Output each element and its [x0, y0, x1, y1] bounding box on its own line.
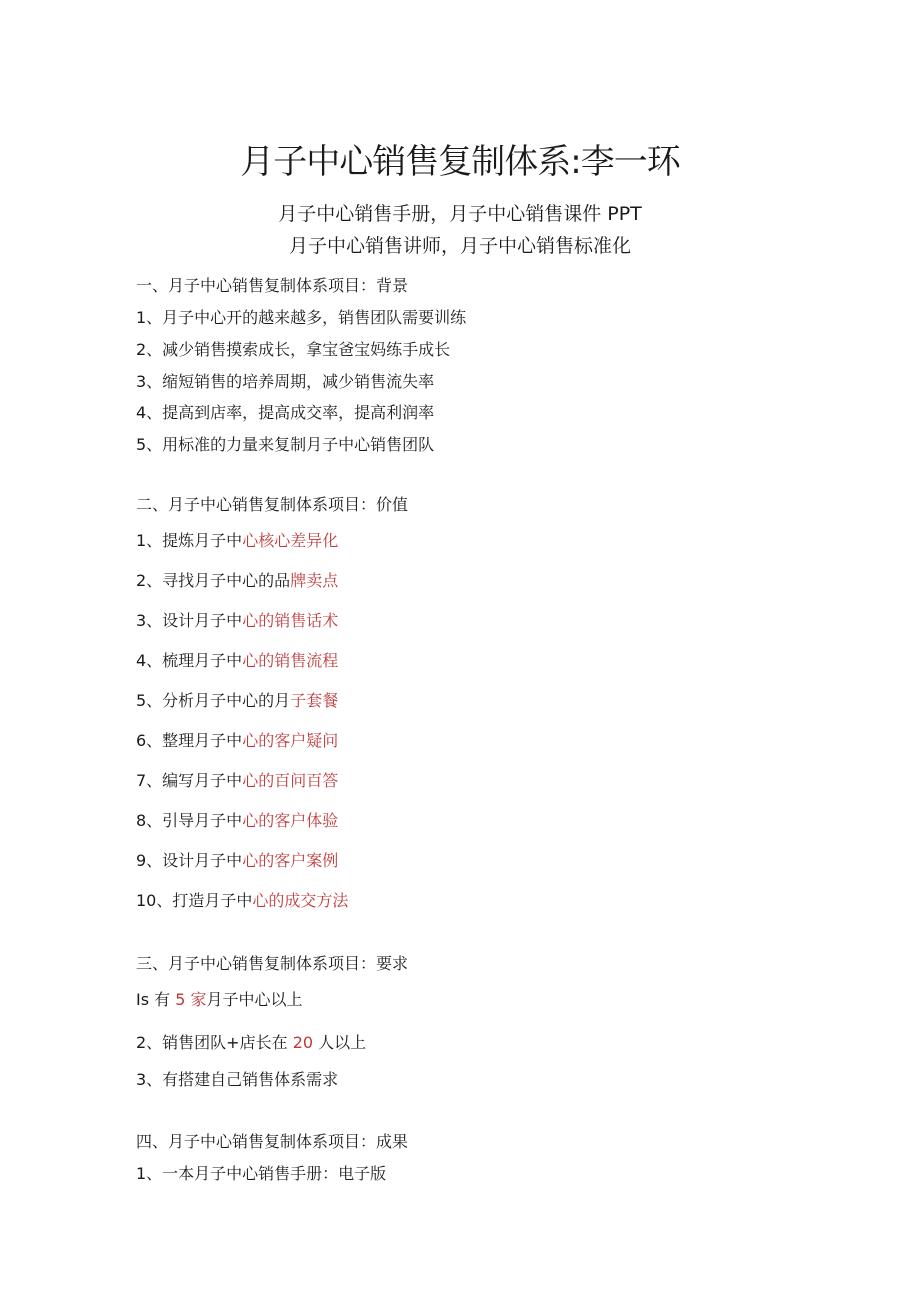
item-text: 月子中心以上 — [206, 990, 303, 1009]
subtitle-line-1: 月子中心销售手册，月子中心销售课件 PPT — [278, 203, 642, 225]
highlighted-text: 心的销售话术 — [242, 611, 339, 630]
item-text: 1、提炼月子中 — [136, 531, 243, 550]
list-item — [136, 729, 338, 753]
highlighted-text: 心的百问百答 — [242, 771, 339, 790]
item-text: 6、整理月子中 — [136, 731, 243, 750]
item-text: Is 有 — [136, 990, 176, 1009]
item-text: 人以上 — [313, 1033, 367, 1052]
highlighted-text: 心的客户体验 — [242, 811, 339, 830]
list-item — [136, 609, 338, 633]
page-title: 月子中心销售复制体系:李一环 — [240, 142, 680, 182]
list-item — [136, 849, 338, 873]
highlighted-text: 心核心差异化 — [242, 531, 339, 550]
item-text: 2、寻找月子中心的品 — [136, 571, 291, 590]
highlighted-text: 20 — [292, 1033, 314, 1052]
highlighted-text: 心的客户疑问 — [242, 731, 339, 750]
list-item: 3、有搭建自己销售体系需求 — [136, 1070, 339, 1089]
item-text: 9、设计月子中 — [136, 851, 243, 870]
list-item — [136, 988, 303, 1012]
item-text: 10、打造月子中 — [136, 891, 253, 910]
item-text: 8、引导月子中 — [136, 811, 243, 830]
section-heading-results: 四、月子中心销售复制体系项目：成果 — [136, 1132, 409, 1151]
list-item — [136, 649, 338, 673]
highlighted-text: 牌卖点 — [290, 571, 339, 590]
list-item: 2、减少销售摸索成长，拿宝爸宝妈练手成长 — [136, 340, 451, 359]
section-heading-background: 一、月子中心销售复制体系项目：背景 — [136, 276, 409, 295]
item-text: 5、分析月子中心的月 — [136, 691, 291, 710]
section-heading-requirements: 三、月子中心销售复制体系项目：要求 — [136, 954, 409, 973]
list-item — [136, 569, 338, 593]
subtitle-line-2: 月子中心销售讲师，月子中心销售标准化 — [288, 235, 631, 257]
highlighted-text: 心的成交方法 — [252, 891, 349, 910]
item-text: 2、销售团队+店长在 — [136, 1033, 293, 1052]
list-item — [136, 809, 338, 833]
highlighted-text: 心的销售流程 — [242, 651, 339, 670]
highlighted-text: 心的客户案例 — [242, 851, 339, 870]
list-item — [136, 529, 338, 553]
section-heading-value: 二、月子中心销售复制体系项目：价值 — [136, 495, 409, 514]
list-item: 4、提高到店率，提高成交率，提高利润率 — [136, 403, 435, 422]
item-text: 3、设计月子中 — [136, 611, 243, 630]
list-item — [136, 769, 338, 793]
list-item: 5、用标准的力量来复制月子中心销售团队 — [136, 435, 435, 454]
list-item: 1、月子中心开的越来越多，销售团队需要训练 — [136, 308, 467, 327]
highlighted-text: 5 家 — [175, 990, 207, 1009]
item-text: 7、编写月子中 — [136, 771, 243, 790]
highlighted-text: 子套餐 — [290, 691, 339, 710]
list-item — [136, 889, 348, 913]
list-item: 3、缩短销售的培养周期，减少销售流失率 — [136, 372, 435, 391]
list-item — [136, 689, 338, 713]
list-item — [136, 1031, 366, 1055]
list-item: 1、一本月子中心销售手册：电子版 — [136, 1164, 387, 1183]
item-text: 4、梳理月子中 — [136, 651, 243, 670]
